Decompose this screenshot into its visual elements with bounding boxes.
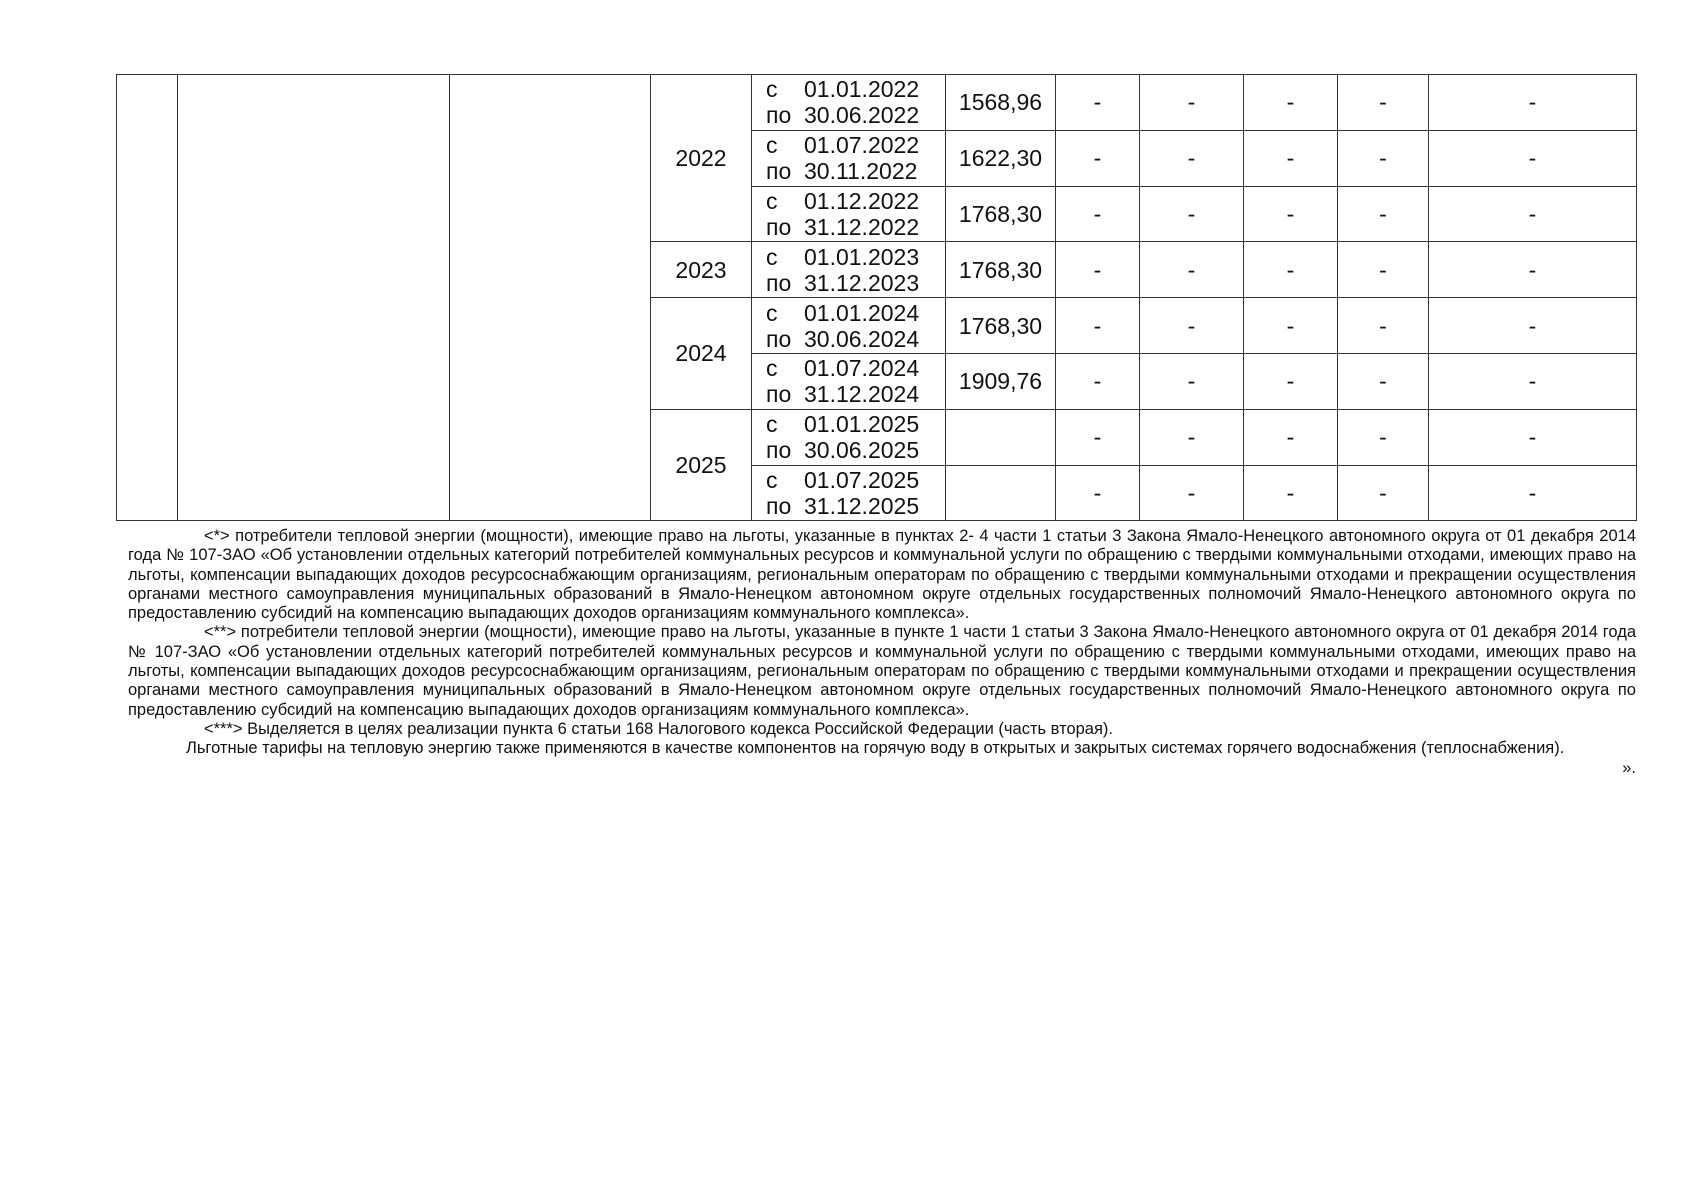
table-row: [117, 75, 1637, 131]
tariff-value-cell: 1768,30: [946, 186, 1056, 242]
tariff-value-cell: [946, 465, 1056, 521]
dash-cell: -: [1429, 75, 1637, 131]
to-prefix: по: [766, 492, 792, 519]
table-body: [117, 75, 1637, 521]
dash-cell: -: [1429, 409, 1637, 465]
period-cell: [752, 353, 946, 409]
tariff-value-cell: 1622,30: [946, 130, 1056, 186]
to-prefix: по: [766, 213, 792, 240]
dash-cell: -: [1338, 298, 1429, 354]
period-cell: [752, 186, 946, 242]
dash-cell: -: [1056, 409, 1140, 465]
empty-cell: [178, 75, 450, 521]
tariff-value-cell: 1909,76: [946, 353, 1056, 409]
from-prefix: с: [766, 411, 778, 438]
dash-cell: -: [1338, 130, 1429, 186]
dash-cell: -: [1429, 186, 1637, 242]
period-from: 01.07.2022: [804, 132, 920, 159]
dash-cell: -: [1429, 465, 1637, 521]
dash-cell: -: [1056, 75, 1140, 131]
period-cell: [752, 409, 946, 465]
period-cell: [752, 75, 946, 131]
from-prefix: с: [766, 243, 778, 270]
period-to: 30.06.2025: [804, 437, 920, 464]
dash-cell: -: [1140, 186, 1244, 242]
period-to: 30.06.2022: [804, 102, 920, 129]
from-prefix: с: [766, 466, 778, 493]
dash-cell: -: [1338, 409, 1429, 465]
dash-cell: -: [1140, 75, 1244, 131]
dash-cell: -: [1056, 130, 1140, 186]
dash-cell: -: [1140, 242, 1244, 298]
dash-cell: -: [1244, 409, 1338, 465]
to-prefix: по: [766, 381, 792, 408]
dash-cell: -: [1056, 353, 1140, 409]
period-from: 01.07.2025: [804, 466, 920, 493]
dash-cell: -: [1244, 465, 1338, 521]
tariff-value-cell: 1768,30: [946, 298, 1056, 354]
from-prefix: с: [766, 132, 778, 159]
period-cell: [752, 298, 946, 354]
period-to: 31.12.2023: [804, 269, 920, 296]
period-to: 31.12.2024: [804, 381, 920, 408]
dash-cell: -: [1244, 353, 1338, 409]
dash-cell: -: [1429, 298, 1637, 354]
period-from: 01.01.2025: [804, 411, 920, 438]
year-cell: 2024: [651, 298, 752, 410]
to-prefix: по: [766, 158, 792, 185]
year-cell: 2025: [651, 409, 752, 521]
empty-cell: [450, 75, 651, 521]
dash-cell: -: [1429, 353, 1637, 409]
to-prefix: по: [766, 269, 792, 296]
period-to: 31.12.2022: [804, 213, 920, 240]
dash-cell: -: [1056, 242, 1140, 298]
year-cell: 2022: [651, 75, 752, 242]
footnote-3: <***> Выделяется в целях реализации пункта 6 статьи 168 Налогового кодекса Российской Федерации (часть вторая).: [204, 719, 1113, 738]
tariff-value-cell: 1768,30: [946, 242, 1056, 298]
tariff-value-cell: 1568,96: [946, 75, 1056, 131]
dash-cell: -: [1140, 353, 1244, 409]
to-prefix: по: [766, 437, 792, 464]
footnotes: [128, 527, 1636, 778]
dash-cell: -: [1056, 465, 1140, 521]
from-prefix: с: [766, 355, 778, 382]
period-to: 31.12.2025: [804, 492, 920, 519]
year-cell: 2023: [651, 242, 752, 298]
dash-cell: -: [1244, 130, 1338, 186]
footnote-4-text: Льготные тарифы на тепловую энергию также применяются в качестве компонентов на горячую воду в открытых и закрытых системах горячего водоснабжения (теплоснабжения).: [186, 739, 1565, 758]
dash-cell: -: [1056, 186, 1140, 242]
empty-cell: [117, 75, 178, 521]
dash-cell: -: [1140, 298, 1244, 354]
dash-cell: -: [1244, 298, 1338, 354]
to-prefix: по: [766, 102, 792, 129]
dash-cell: -: [1429, 130, 1637, 186]
period-from: 01.01.2024: [804, 299, 920, 326]
closing-quote: ».: [1622, 758, 1636, 777]
dash-cell: -: [1244, 186, 1338, 242]
dash-cell: -: [1140, 409, 1244, 465]
period-cell: [752, 465, 946, 521]
period-to: 30.11.2022: [804, 158, 918, 185]
period-from: 01.07.2024: [804, 355, 920, 382]
dash-cell: -: [1244, 242, 1338, 298]
from-prefix: с: [766, 76, 778, 103]
period-from: 01.01.2022: [804, 76, 920, 103]
dash-cell: -: [1140, 130, 1244, 186]
footnote-2: <**> потребители тепловой энергии (мощности), имеющие право на льготы, указанные в пункте 1 части 1 статьи 3 Закона Ямало-Ненецкого автономного округа от 01 декабря 2014 года № 107-ЗАО «Об установлении отдельных категорий потребителей коммунальных ресурсов и коммунальной услуги по обращению с твердыми коммунальными отходами, имеющих право на льготы, компенсации выпадающих доходов ресурсоснабжающим организациям, региональным операторам по обращению с твердыми коммунальными отходами и прекращении осуществления органами местного самоуправления муниципальных образований в Ямало-Ненецком автономном округе отдельных государственных полномочий Ямало-Ненецкого автономного округа по предоставлению субсидий на компенсацию выпадающих доходов организациям коммунального комплекса».: [128, 623, 1636, 719]
dash-cell: -: [1056, 298, 1140, 354]
footnote-1: <*> потребители тепловой энергии (мощности), имеющие право на льготы, указанные в пунктах 2- 4 части 1 статьи 3 Закона Ямало-Ненецкого автономного округа от 01 декабря 2014 года № 107-ЗАО «Об установлении отдельных категорий потребителей коммунальных ресурсов и коммунальной услуги по обращению с твердыми коммунальными отходами, имеющих право на льготы, компенсации выпадающих доходов ресурсоснабжающим организациям, региональным операторам по обращению с твердыми коммунальными отходами и прекращении осуществления органами местного самоуправления муниципальных образований в Ямало-Ненецком автономном округе отдельных государственных полномочий Ямало-Ненецкого автономного округа по предоставлению субсидий на компенсацию выпадающих доходов организациям коммунального комплекса».: [128, 527, 1636, 623]
tariff-table: [116, 74, 1637, 521]
period-cell: [752, 130, 946, 186]
tariff-value-cell: [946, 409, 1056, 465]
to-prefix: по: [766, 325, 792, 352]
period-cell: [752, 242, 946, 298]
dash-cell: -: [1338, 242, 1429, 298]
dash-cell: -: [1244, 75, 1338, 131]
dash-cell: -: [1338, 465, 1429, 521]
from-prefix: с: [766, 187, 778, 214]
dash-cell: -: [1140, 465, 1244, 521]
from-prefix: с: [766, 299, 778, 326]
period-to: 30.06.2024: [804, 325, 920, 352]
period-from: 01.01.2023: [804, 243, 920, 270]
period-from: 01.12.2022: [804, 187, 920, 214]
dash-cell: -: [1338, 353, 1429, 409]
dash-cell: -: [1338, 75, 1429, 131]
dash-cell: -: [1338, 186, 1429, 242]
dash-cell: -: [1429, 242, 1637, 298]
footnote-4: [128, 739, 1636, 777]
